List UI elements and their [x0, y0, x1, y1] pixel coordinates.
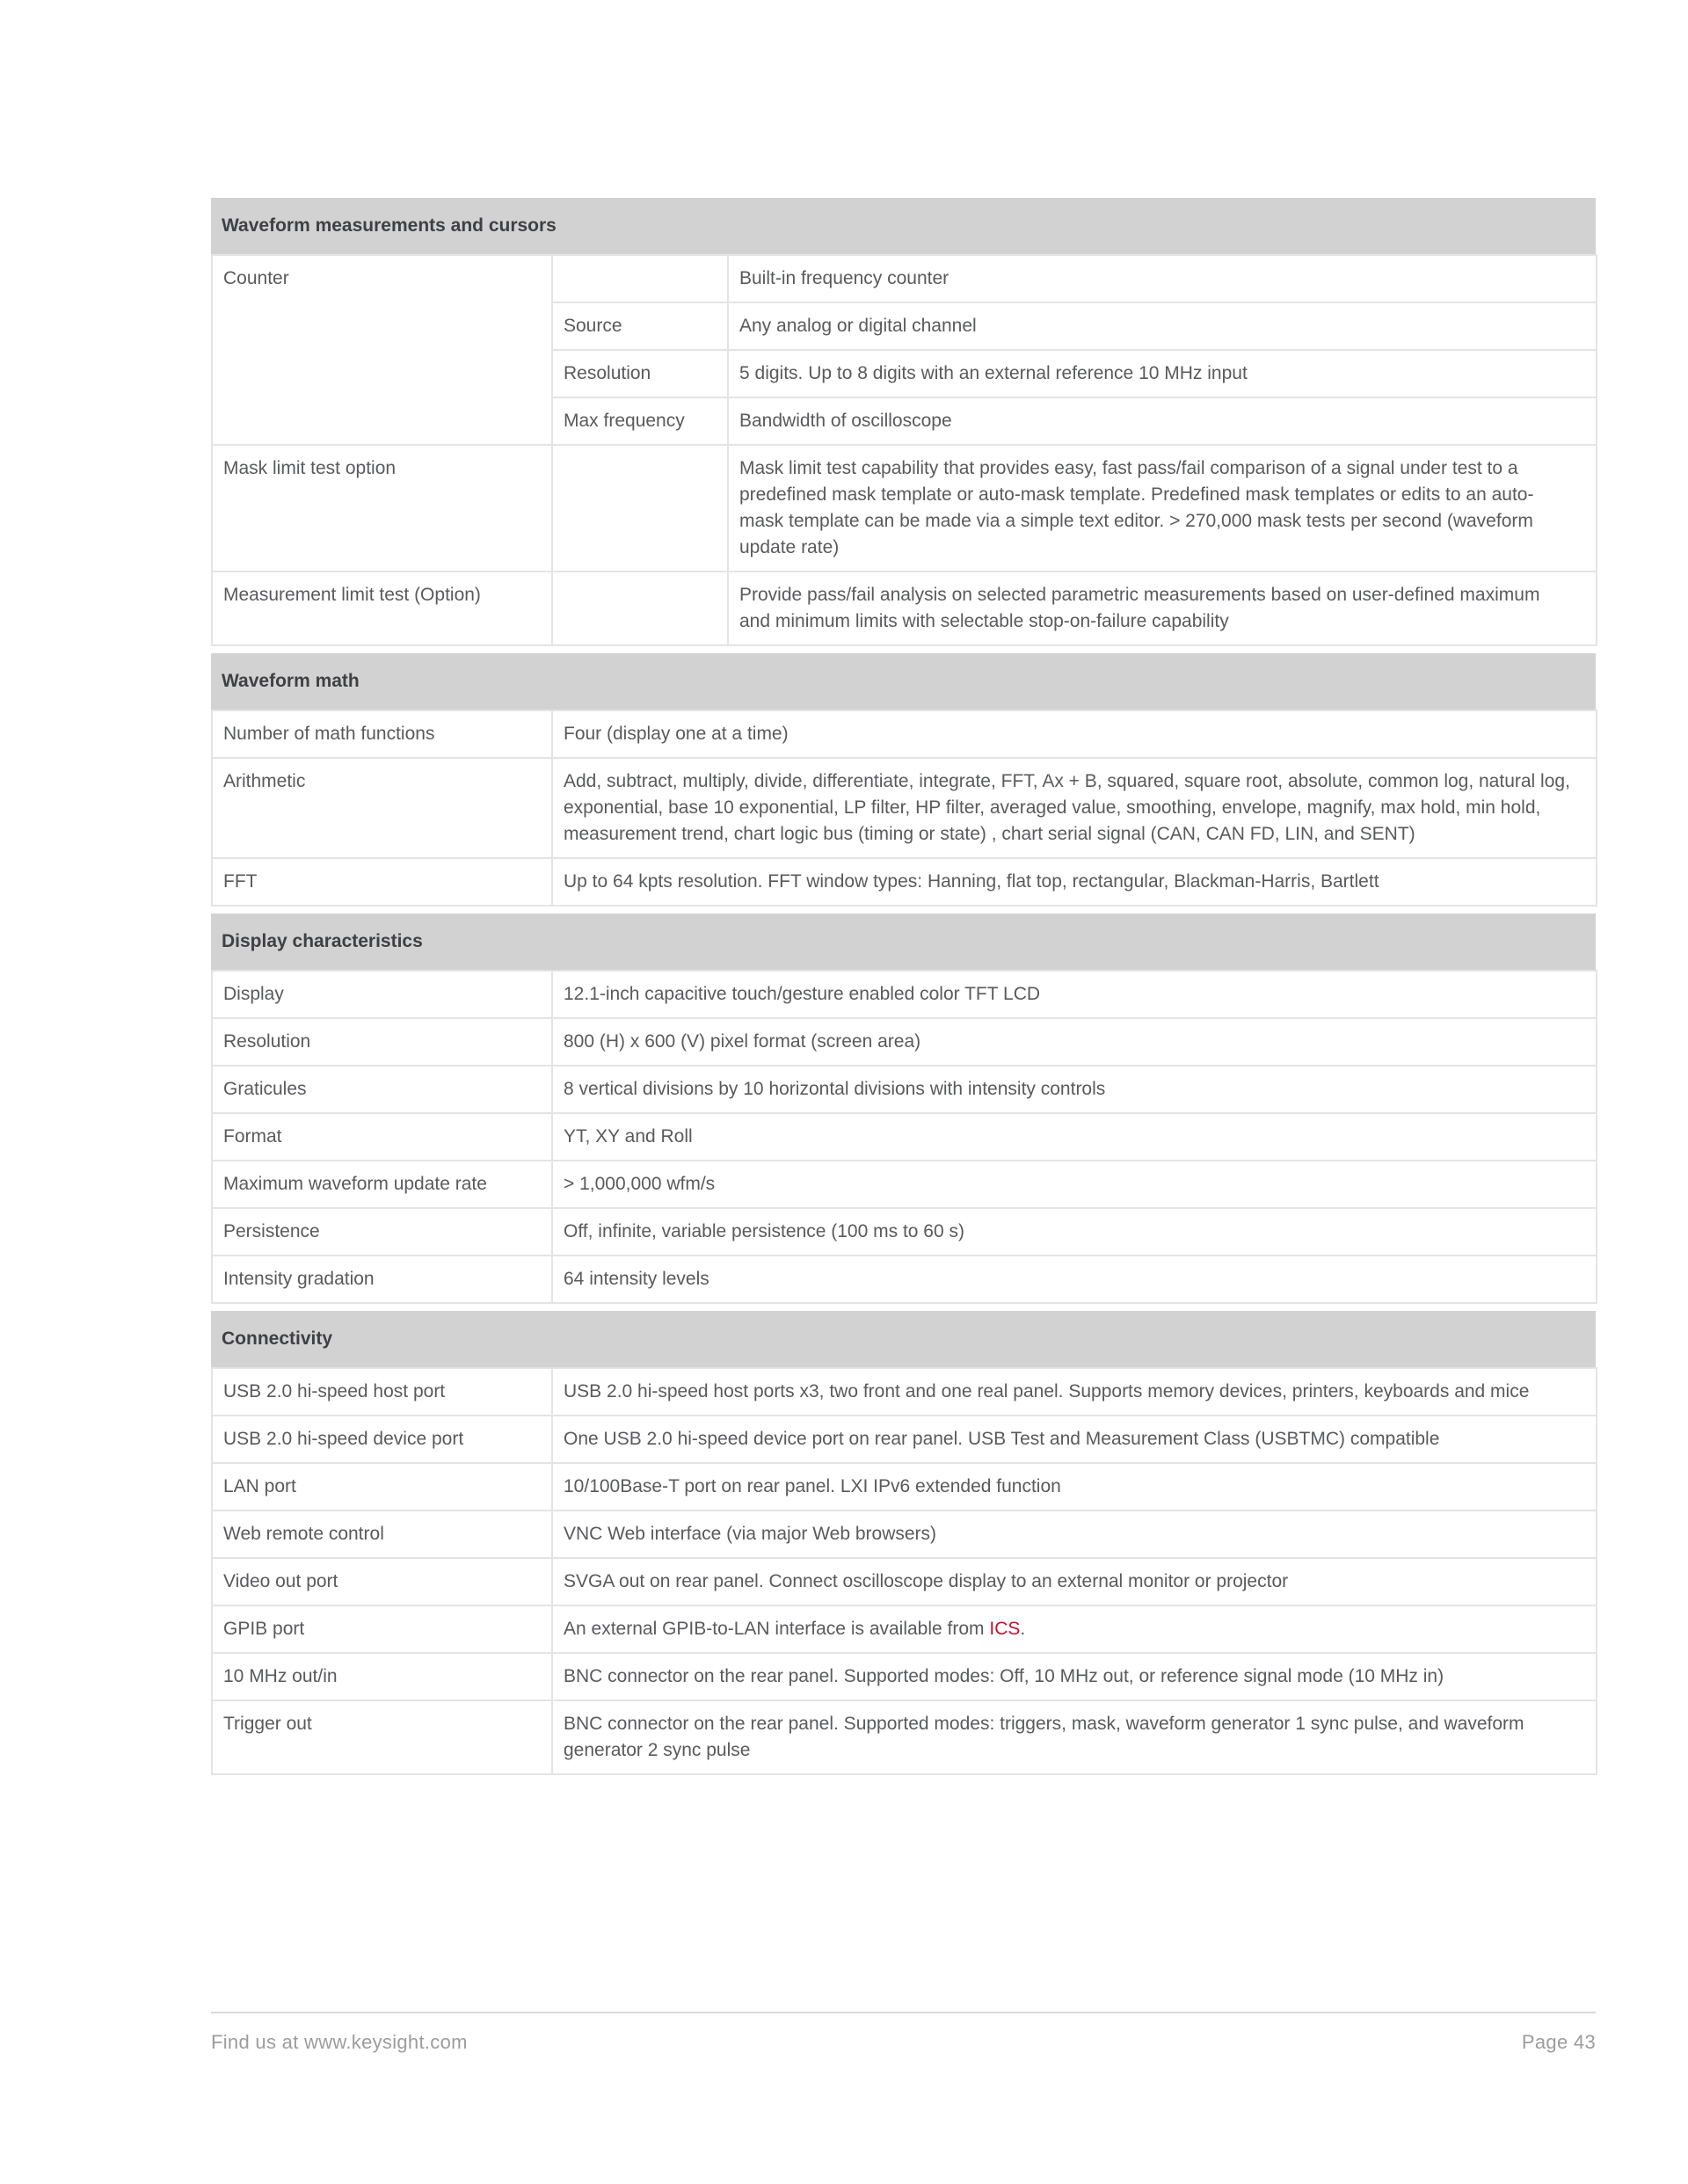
- row-value: 10/100Base-T port on rear panel. LXI IPv6 extended function: [552, 1463, 1597, 1511]
- row-value: Off, infinite, variable persistence (100 ms to 60 s): [552, 1208, 1597, 1256]
- row-value: Provide pass/fail analysis on selected parametric measurements based on user-defined maximum and minimum limits with selectable stop-on-failure capability: [728, 571, 1597, 645]
- row-label: Persistence: [212, 1208, 552, 1256]
- row-label: Display: [212, 971, 552, 1018]
- footer-page-number: Page 43: [1521, 2031, 1596, 2053]
- spec-table-connectivity: [211, 1367, 1597, 1775]
- row-label: USB 2.0 hi-speed host port: [212, 1368, 552, 1416]
- row-label: Graticules: [212, 1066, 552, 1113]
- row-label: 10 MHz out/in: [212, 1653, 552, 1700]
- section-title: Waveform math: [222, 671, 360, 691]
- row-value: One USB 2.0 hi-speed device port on rear panel. USB Test and Measurement Class (USBTMC) compatible: [552, 1416, 1597, 1463]
- row-value: Any analog or digital channel: [728, 302, 1597, 350]
- row-label: Counter: [212, 255, 552, 445]
- table-row: [212, 1416, 1597, 1463]
- table-row: [212, 1256, 1597, 1303]
- table-row: [212, 1066, 1597, 1113]
- row-label: USB 2.0 hi-speed device port: [212, 1416, 552, 1463]
- page-footer: [211, 2012, 1596, 2054]
- row-label: Measurement limit test (Option): [212, 571, 552, 645]
- row-value: 64 intensity levels: [552, 1256, 1597, 1303]
- table-row: [212, 1511, 1597, 1558]
- spec-table-waveform-measurements-and-cursors: [211, 254, 1597, 646]
- row-sublabel: Source: [552, 302, 728, 350]
- row-label: Maximum waveform update rate: [212, 1161, 552, 1208]
- row-value: Four (display one at a time): [552, 710, 1597, 758]
- row-label: Intensity gradation: [212, 1256, 552, 1303]
- row-value: Built-in frequency counter: [728, 255, 1597, 302]
- table-row: [212, 1653, 1597, 1700]
- spec-tables: [211, 198, 1596, 1775]
- section-header-display-characteristics: [211, 914, 1596, 970]
- table-row: [212, 1208, 1597, 1256]
- row-label: Trigger out: [212, 1700, 552, 1774]
- table-row: [212, 1368, 1597, 1416]
- spec-table-waveform-math: [211, 710, 1597, 906]
- row-value-text: .: [1020, 1619, 1026, 1639]
- section-header-connectivity: [211, 1311, 1596, 1367]
- row-label: Video out port: [212, 1558, 552, 1605]
- row-label: Web remote control: [212, 1511, 552, 1558]
- row-value: > 1,000,000 wfm/s: [552, 1161, 1597, 1208]
- table-row: [212, 571, 1597, 645]
- section-title: Connectivity: [222, 1329, 333, 1349]
- row-value: VNC Web interface (via major Web browsers): [552, 1511, 1597, 1558]
- row-value: YT, XY and Roll: [552, 1113, 1597, 1161]
- row-value: BNC connector on the rear panel. Supported modes: Off, 10 MHz out, or reference signal mode (10 MHz in): [552, 1653, 1597, 1700]
- row-value: BNC connector on the rear panel. Supported modes: triggers, mask, waveform generator 1 sync pulse, and waveform generator 2 sync pulse: [552, 1700, 1597, 1774]
- table-row: [212, 1463, 1597, 1511]
- table-row: [212, 1161, 1597, 1208]
- row-sublabel: [552, 255, 728, 302]
- table-row: [212, 1113, 1597, 1161]
- section-title: Display characteristics: [222, 931, 423, 951]
- row-sublabel: Max frequency: [552, 397, 728, 445]
- row-value: 12.1-inch capacitive touch/gesture enabled color TFT LCD: [552, 971, 1597, 1018]
- row-value: 800 (H) x 600 (V) pixel format (screen area): [552, 1018, 1597, 1066]
- row-value: Mask limit test capability that provides easy, fast pass/fail comparison of a signal under test to a predefined mask template or auto-mask template. Predefined mask templates or edits to an auto-mask template can be made via a simple text editor. > 270,000 mask tests per second (waveform update rate): [728, 445, 1597, 571]
- table-row: [212, 255, 1597, 302]
- table-row: [212, 1605, 1597, 1653]
- table-row: [212, 445, 1597, 571]
- row-sublabel: Resolution: [552, 350, 728, 397]
- spec-table-display-characteristics: [211, 970, 1597, 1304]
- row-label: GPIB port: [212, 1605, 552, 1653]
- row-value: SVGA out on rear panel. Connect oscilloscope display to an external monitor or projector: [552, 1558, 1597, 1605]
- row-value: Add, subtract, multiply, divide, differentiate, integrate, FFT, Ax + B, squared, square root, absolute, common log, natural log, exponential, base 10 exponential, LP filter, HP filter, averaged value, smoothing, envelope, magnify, max hold, min hold, measurement trend, chart logic bus (timing or state) , chart serial signal (CAN, CAN FD, LIN, and SENT): [552, 758, 1597, 858]
- table-row: [212, 710, 1597, 758]
- footer-text-row: [211, 2031, 1596, 2054]
- table-row: [212, 858, 1597, 906]
- table-row: [212, 971, 1597, 1018]
- row-value: USB 2.0 hi-speed host ports x3, two front and one real panel. Supports memory devices, printers, keyboards and mice: [552, 1368, 1597, 1416]
- section-title: Waveform measurements and cursors: [222, 215, 557, 236]
- row-label: Resolution: [212, 1018, 552, 1066]
- section-header-waveform-math: [211, 653, 1596, 710]
- row-label: FFT: [212, 858, 552, 906]
- row-value: 5 digits. Up to 8 digits with an external reference 10 MHz input: [728, 350, 1597, 397]
- table-row: [212, 1700, 1597, 1774]
- row-label: Mask limit test option: [212, 445, 552, 571]
- row-sublabel: [552, 571, 728, 645]
- table-row: [212, 758, 1597, 858]
- row-label: Arithmetic: [212, 758, 552, 858]
- row-value-text: An external GPIB-to-LAN interface is available from: [564, 1619, 990, 1639]
- ics-link[interactable]: ICS: [989, 1619, 1021, 1639]
- row-value: Up to 64 kpts resolution. FFT window types: Hanning, flat top, rectangular, Blackman-Harris, Bartlett: [552, 858, 1597, 906]
- row-value: 8 vertical divisions by 10 horizontal divisions with intensity controls: [552, 1066, 1597, 1113]
- section-header-waveform-measurements-and-cursors: [211, 198, 1596, 254]
- footer-website-text[interactable]: Find us at www.keysight.com: [211, 2031, 468, 2053]
- row-label: Number of math functions: [212, 710, 552, 758]
- row-label: LAN port: [212, 1463, 552, 1511]
- footer-divider: [211, 2012, 1596, 2013]
- row-label: Format: [212, 1113, 552, 1161]
- row-sublabel: [552, 445, 728, 571]
- row-value: [552, 1605, 1597, 1653]
- row-value: Bandwidth of oscilloscope: [728, 397, 1597, 445]
- table-row: [212, 1018, 1597, 1066]
- table-row: [212, 1558, 1597, 1605]
